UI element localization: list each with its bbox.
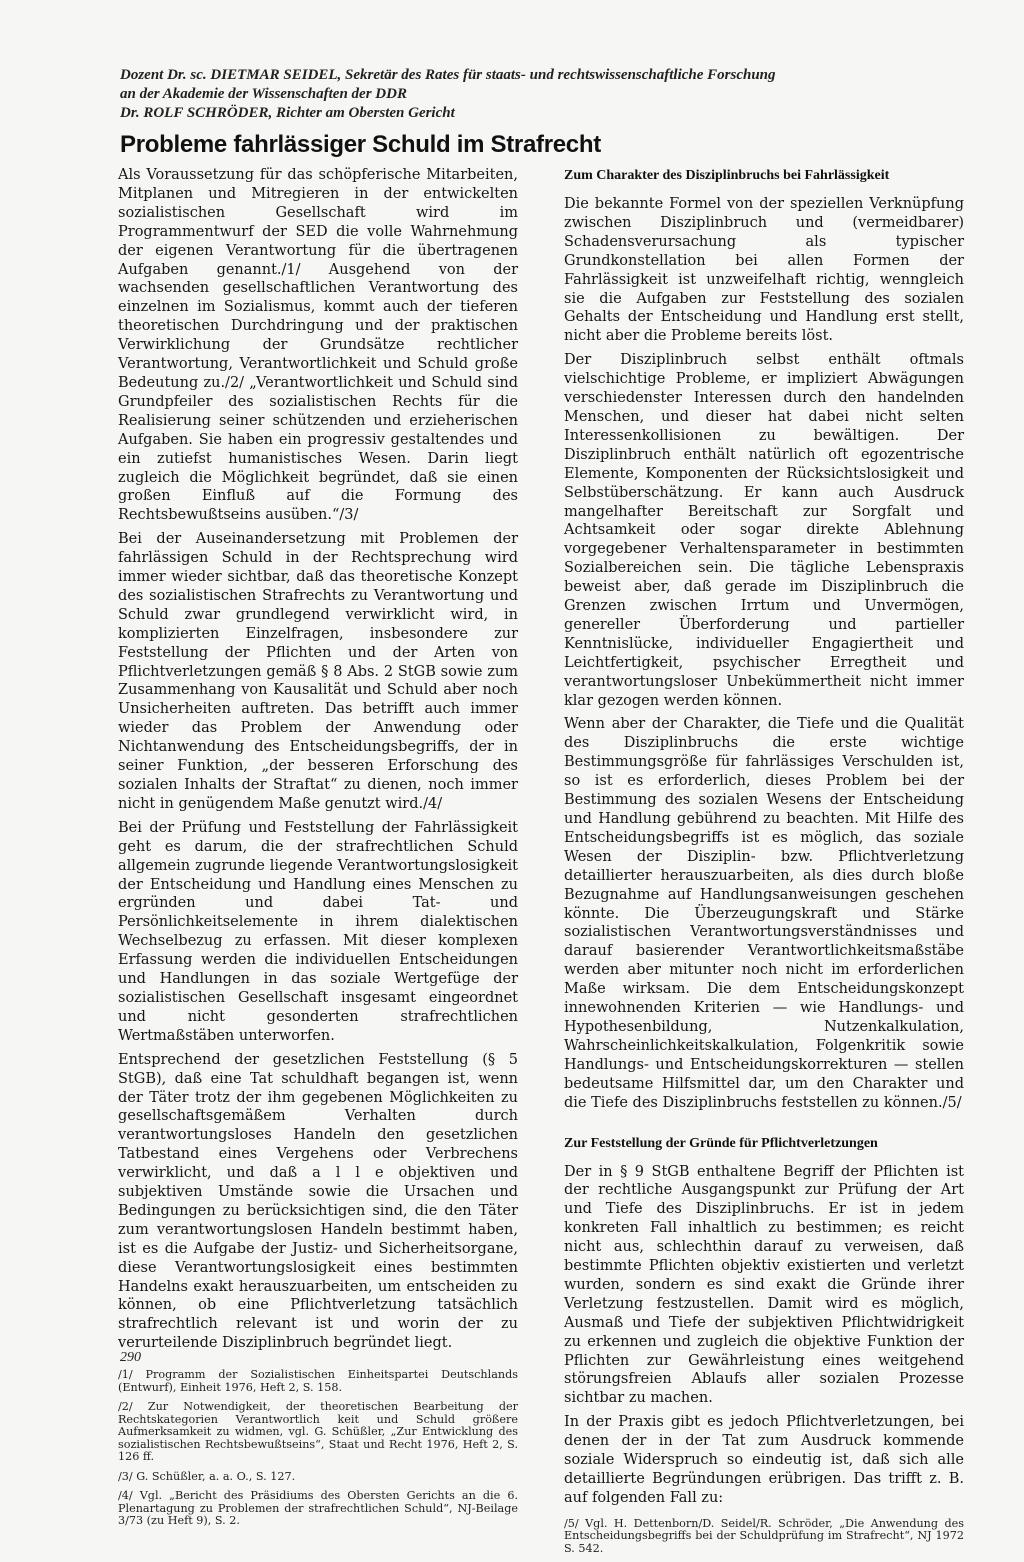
paragraph: Bei der Auseinandersetzung mit Problemen der fahrlässigen Schuld in der Rechtsprechung wird immer wieder sichtbar, daß das theoretische Konzept des sozialistischen Strafrechts zu Verantwortung und Schuld zwar grundlegend verwirklicht wird, in komplizierten Einzelfragen, insbesondere zur Feststellung der Pflichten und der Arten von Pflichtverletzungen gemäß § 8 Abs. 2 StGB sowie zum Zusammenhang von Kausalität und Schuld aber noch Unsicherheiten auftreten. Das betrifft auch immer wieder das Problem der Anwendung oder Nichtanwendung des Entscheidungsbegriffs, der in seiner Funktion, „der besseren Erforschung des sozialen Inhalts der Straftat“ zu dienen, noch immer nicht in genügendem Maße genutzt wird./4/	[118, 531, 518, 812]
paragraph: Wenn aber der Charakter, die Tiefe und die Qualität des Disziplinbruchs die erste wichtige Bestimmungsgröße für fahrlässiges Verschulden ist, so ist es erforderlich, dieses Problem bei der Bestimmung des sozialen Wesens der Entscheidung und Handlung gebührend zu beachten. Mit Hilfe des Entscheidungsbegriffs ist es möglich, das soziale Wesen der Disziplin- bzw. Pflichtverletzung detaillierter herauszuarbeiten, als dies durch bloße Bezugnahme auf Handlungsanweisungen geschehen könnte. Die Überzeugungskraft und Stärke sozialistischen Verantwortungsverständnisses und darauf basierender Verantwortlichkeitsmaßstäbe werden aber mitunter noch nicht im erforderlichen Maße wirksam. Die dem Entscheidungskonzept innewohnenden Kriterien — wie Handlungs- und Hypothesenbildung, Nutzenkalkulation, Wahrscheinlichkeitskalkulation, Folgenkritik sowie Handlungs- und Entscheidungskorrekturen — stellen bedeutsame Hilfsmittel dar, um den Charakter und die Tiefe des Disziplinbruchs feststellen zu können./5/	[564, 716, 964, 1111]
page-number: 290	[120, 1350, 141, 1365]
section-heading-1: Zum Charakter des Disziplinbruchs bei Fahrlässigkeit	[564, 168, 890, 183]
footnote-1: /1/ Programm der Sozialistischen Einheitspartei Deutschlands (Entwurf), Einheit 1976, Heft 2, S. 158.	[118, 1368, 518, 1394]
paragraph: Bei der Prüfung und Feststellung der Fahrlässigkeit geht es darum, die der strafrechtlichen Schuld allgemein zugrunde liegende Verantwortungslosigkeit der Entscheidung und Handlung eines Menschen zu ergründen und dabei Tat- und Persönlichkeitselemente in ihrem dialektischen Wechselbezug zu erfassen. Mit dieser komplexen Erfassung werden die individuellen Entscheidungen und Handlungen in das soziale Wertgefüge der sozialistischen Gesellschaft insgesamt eingeordnet und nicht gesonderten strafrechtlichen Wertmaßstäben unterworfen.	[118, 819, 518, 1044]
article-title: Probleme fahrlässiger Schuld im Strafrecht	[120, 131, 601, 158]
footnote-5: /5/ Vgl. H. Dettenborn/D. Seidel/R. Schröder, „Die Anwendung des Entscheidungsbegriffs bei der Schuldprüfung im Strafrecht“, NJ 1972 S. 542.	[564, 1516, 964, 1555]
paragraph: Entsprechend der gesetzlichen Feststellung (§ 5 StGB), daß eine Tat schuldhaft begangen ist, wenn der Täter trotz der ihm gegebenen Möglichkeiten zu gesellschaftsgemäßem Verhalten durch verantwortungsloses Handeln den gesetzlichen Tatbestand eines Vergehens oder Verbrechens verwirklicht, und daß a l l e objektiven und subjektiven Umstände sowie die Ursachen und Bedingungen zu berücksichtigen sind, die den Täter zum verantwortungslosen Handeln bestimmt haben, ist es die Aufgabe der Justiz- und Sicherheitsorgane, diese Verantwortungslosigkeit eines bestimmten Handelns exakt herauszuarbeiten, um entscheiden zu können, ob eine Pflichtverletzung tatsächlich strafrechtlich relevant ist und worin der zu verurteilende Disziplinbruch begründet liegt.	[118, 1051, 518, 1352]
footnotes	[118, 1369, 518, 1528]
section-heading-2: Zur Feststellung der Gründe für Pflichtverletzungen	[564, 1135, 878, 1151]
author-line-3: Dr. ROLF SCHRÖDER, Richter am Obersten Gericht	[120, 105, 455, 121]
author-line-1: Dozent Dr. sc. DIETMAR SEIDEL, Sekretär des Rates für staats- und rechtswissenschaftliche Forschung	[120, 67, 776, 83]
footnote-4: /4/ Vgl. „Bericht des Präsidiums des Obersten Gerichts an die 6. Plenartagung zu Problemen der strafrechtlichen Schuld“, NJ-Beilage 3/73 (zu Heft 9), S. 2.	[118, 1489, 518, 1528]
paragraph: Der Disziplinbruch selbst enthält oftmals vielschichtige Probleme, er impliziert Abwägungen verschiedenster Interessen durch den handelnden Menschen, und dieser hat dabei nicht selten Interessenkollisionen zu bewältigen. Der Disziplinbruch enthält natürlich oft egozentrische Elemente, Komponenten der Rücksichtslosigkeit und Selbstüberschätzung. Er kann auch Ausdruck mangelhafter Bereitschaft zur Sorgfalt und Achtsamkeit oder sogar direkte Ablehnung vorgegebener Verhaltensparameter in bestimmten Sozialbereichen sein. Die tägliche Lebenspraxis beweist aber, daß gerade im Disziplinbruch die Grenzen zwischen Irrtum und Unvermögen, genereller Überforderung und partieller Kenntnislücke, individueller Engagiertheit und Leichtfertigkeit, psychischer Erregtheit und verantwortungsloser Unbekümmertheit nicht immer klar gezogen werden können.	[564, 352, 964, 709]
paragraph: Die bekannte Formel von der speziellen Verknüpfung zwischen Disziplinbruch und (vermeidbarer) Schadensverursachung als typischer Grundkonstellation bei allen Formen der Fahrlässigkeit ist unzweifelhaft richtig, wenngleich sie die Aufgaben zur Feststellung des sozialen Gehalts der Entscheidung und Handlung erst stellt, nicht aber die Probleme bereits löst.	[564, 196, 964, 345]
author-block	[120, 66, 920, 123]
author-line-2: an der Akademie der Wissenschaften der DDR	[120, 86, 407, 102]
footnote-2: /2/ Zur Notwendigkeit, der theoretischen Bearbeitung der Rechtskategorien Verantwortlich keit und Schuld größere Aufmerksamkeit zu widmen, vgl. G. Schüßler, „Zur Entwicklung des sozialistischen Rechtsbewußtseins“, Staat und Recht 1976, Heft 2, S. 126 ff.	[118, 1400, 518, 1464]
paragraph: Als Voraussetzung für das schöpferische Mitarbeiten, Mitplanen und Mitregieren in der entwickelten sozialistischen Gesellschaft wird im Programmentwurf der SED die volle Wahrnehmung der eigenen Verantwortung für die übertragenen Aufgaben genannt./1/ Ausgehend von der wachsenden gesellschaftlichen Verantwortung des einzelnen im Sozialismus, kommt auch der tieferen theoretischen Durchdringung und der praktischen Verwirklichung der Grundsätze rechtlicher Verantwortung, Verantwortlichkeit und Schuld große Bedeutung zu./2/ „Verantwortlichkeit und Schuld sind Grundpfeiler des sozialistischen Rechts für die Realisierung seiner schützenden und erzieherischen Aufgaben. Sie haben ein progressiv gestaltendes und ein zutiefst humanistisches Wesen. Darin liegt zugleich die Möglichkeit begründet, daß sie einen großen Einfluß auf die Formung des Rechtsbewußtseins ausüben.“/3/	[118, 167, 518, 524]
left-column	[118, 166, 518, 1535]
paragraph: In der Praxis gibt es jedoch Pflichtverletzungen, bei denen der in der Tat zum Ausdruck kommende soziale Widerspruch so eindeutig ist, daß sich alle detaillierte Begründungen erübrigen. Das trifft z. B. auf folgenden Fall zu:	[564, 1414, 964, 1506]
right-column	[564, 166, 964, 1562]
paragraph: Der in § 9 StGB enthaltene Begriff der Pflichten ist der rechtliche Ausgangspunkt zur Prüfung der Art und Tiefe des Disziplinbruchs. Er ist in jedem konkreten Fall inhaltlich zu bestimmen; es reicht nicht aus, schlechthin darauf zu verweisen, daß bestimmte Pflichten objektiv existierten und verletzt wurden, sondern es sind exakt die Gründe ihrer Verletzung festzustellen. Damit wird es möglich, Ausmaß und Tiefe der subjektiven Pflichtwidrigkeit zu erkennen und zugleich die objektive Funktion der Pflichten zur Gewährleistung eines weitgehend störungsfreien Ablaufs aller sozialen Prozesse sichtbar zu machen.	[564, 1163, 964, 1407]
footnote-3: /3/ G. Schüßler, a. a. O., S. 127.	[118, 1469, 296, 1483]
